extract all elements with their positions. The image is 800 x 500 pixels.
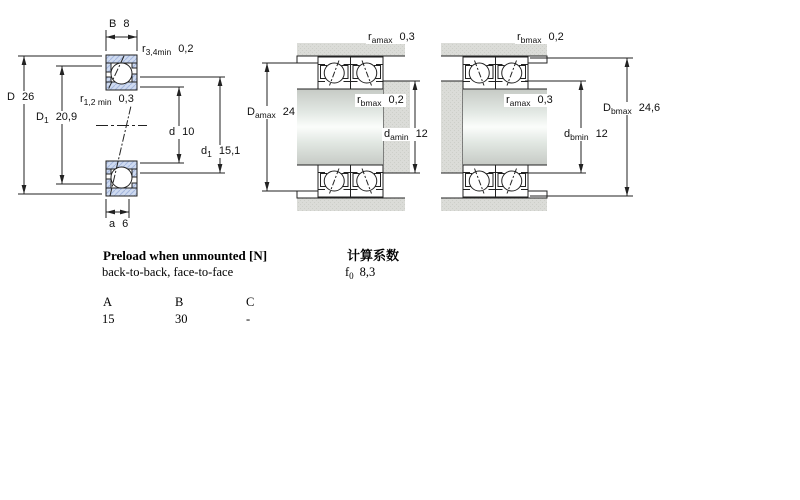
dim-value: 10 — [182, 126, 195, 138]
dim-label-d — [167, 126, 196, 139]
dim-value: 12 — [415, 128, 428, 140]
dim-subscript: bmax — [360, 98, 382, 108]
bearing-pair-top — [463, 57, 528, 89]
dim-value: 20,9 — [55, 111, 78, 123]
dim-symbol: D — [36, 111, 44, 123]
preload-value-B: 30 — [175, 312, 188, 326]
dim-symbol: D — [7, 91, 15, 103]
dim-subscript: amax — [254, 110, 276, 120]
preload-value-A: 15 — [102, 312, 115, 326]
dim-label-B — [109, 18, 129, 31]
preload-value-C: - — [246, 312, 251, 326]
dim-label-D1 — [34, 111, 79, 124]
dim-symbol: d — [169, 126, 176, 138]
dim-label-Dbmax — [601, 102, 662, 115]
dim-symbol: r — [80, 93, 84, 105]
shaft-shoulder — [441, 81, 463, 173]
preload-column-C: C — [246, 295, 255, 309]
f0-symbol: f — [345, 265, 350, 279]
dim-subscript: 1 — [207, 149, 212, 159]
dim-subscript: bmax — [520, 35, 542, 45]
dim-symbol: a — [109, 218, 116, 230]
dim-subscript: amin — [390, 132, 409, 142]
dim-value: 0,3 — [399, 31, 415, 43]
dim-subscript: bmin — [570, 132, 589, 142]
f0-subscript: 0 — [349, 271, 354, 281]
dim-symbol: B — [109, 18, 117, 30]
calculation-f0 — [345, 265, 375, 280]
single-bearing-figure — [18, 30, 225, 218]
preload-subtitle: back-to-back, face-to-face — [102, 265, 234, 279]
dim-subscript: amax — [371, 35, 393, 45]
dim-label-d1 — [199, 145, 242, 158]
preload-column-B: B — [175, 295, 184, 309]
dim-symbol: d — [384, 128, 391, 140]
dim-value: 24,6 — [638, 102, 661, 114]
dim-symbol: d — [201, 145, 208, 157]
dim-label-D — [5, 91, 36, 104]
dim-label-dbmin — [562, 128, 610, 141]
preload-column-A: A — [103, 295, 113, 309]
dim-label-a — [109, 218, 128, 231]
housing-shoulder-lip — [526, 191, 547, 198]
dim-symbol: D — [247, 106, 255, 118]
dim-label-rbmax-ff — [515, 31, 566, 44]
bearing-pair-top — [318, 57, 383, 89]
bearing-pair-bottom — [318, 165, 383, 197]
dim-value: 0,3 — [118, 93, 134, 105]
dim-symbol: d — [564, 128, 571, 140]
dim-value: 15,1 — [218, 145, 241, 157]
dim-value: 12 — [595, 128, 608, 140]
calculation-title: 计算系数 — [347, 248, 400, 263]
dim-label-r12min — [78, 93, 136, 106]
dim-subscript: 3,4min — [145, 47, 172, 57]
dim-subscript: amax — [509, 98, 531, 108]
f0-value: 8,3 — [359, 265, 376, 279]
housing-shoulder-lip — [297, 56, 318, 63]
dim-symbol: r — [357, 94, 361, 106]
dim-symbol: D — [603, 102, 611, 114]
dim-label-damin — [382, 128, 430, 141]
housing-bottom — [441, 198, 547, 211]
back-to-back-figure — [262, 43, 420, 211]
dim-value: 8 — [123, 18, 130, 30]
dim-value: 0,2 — [388, 94, 404, 106]
dim-subscript: 1,2 min — [83, 97, 112, 107]
dim-symbol: r — [142, 43, 146, 55]
dim-value: 26 — [21, 91, 35, 103]
preload-title: Preload when unmounted [N] — [103, 248, 268, 263]
face-to-face-figure — [441, 43, 633, 211]
dim-symbol: r — [368, 31, 372, 43]
housing-shoulder-lip — [526, 56, 547, 63]
bearing-section-bottom — [106, 161, 137, 196]
dim-symbol: r — [506, 94, 510, 106]
dim-subscript: 1 — [43, 115, 49, 125]
dim-value: 0,3 — [537, 94, 553, 106]
dim-label-ramax-ff — [504, 94, 555, 107]
bearing-pair-bottom — [463, 165, 528, 197]
bearing-section-top — [106, 55, 137, 90]
dim-value: 0,2 — [548, 31, 564, 43]
dim-symbol: r — [517, 31, 521, 43]
bearing-ball — [111, 63, 132, 84]
dim-label-Damax — [245, 106, 297, 119]
dim-value: 6 — [122, 218, 129, 230]
dim-label-rbmax — [355, 94, 406, 107]
dim-value: 0,2 — [178, 43, 194, 55]
dim-value: 24 — [282, 106, 295, 118]
dim-subscript: bmax — [610, 106, 632, 116]
dim-label-r34min — [142, 43, 193, 56]
housing-shoulder-lip — [297, 191, 318, 198]
housing-bottom — [297, 198, 405, 211]
dim-label-ramax — [366, 31, 417, 44]
